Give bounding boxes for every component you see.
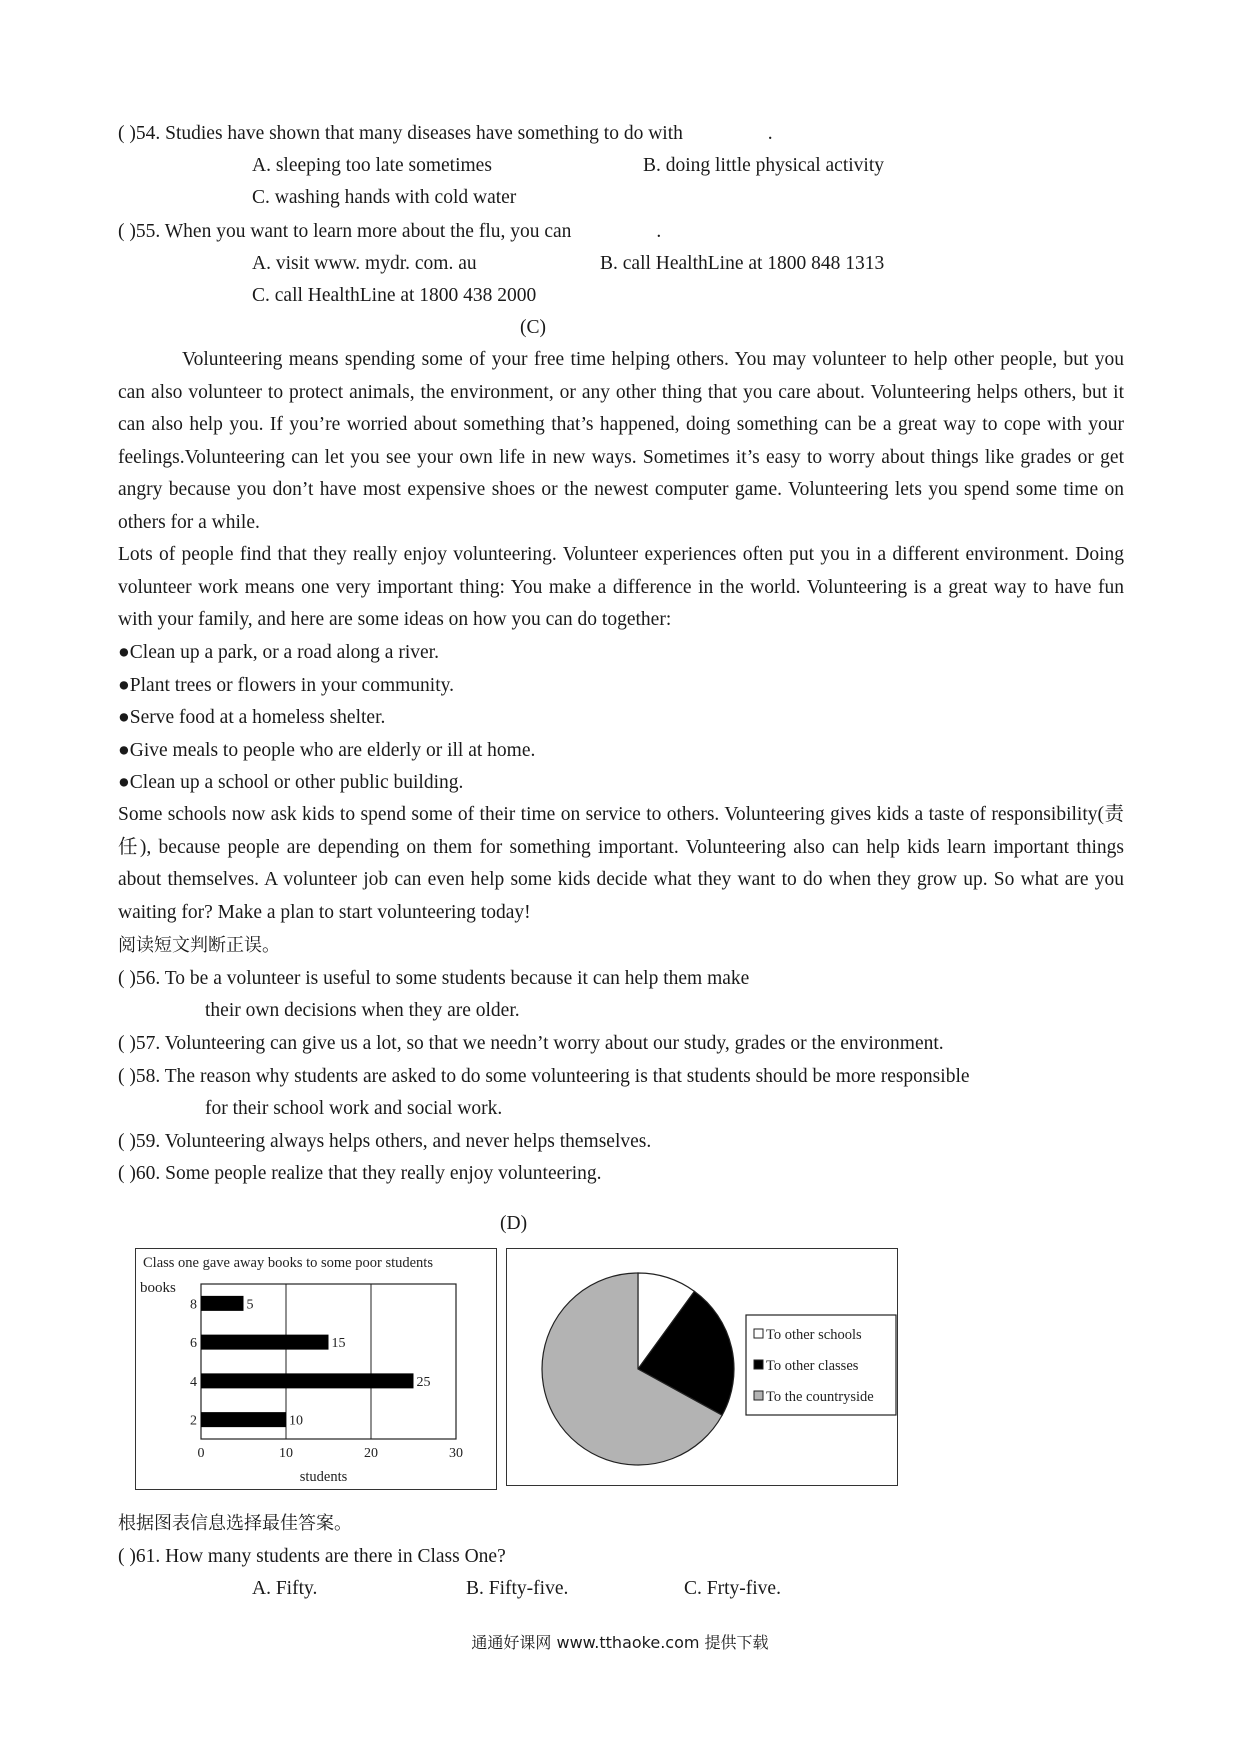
question-54 [118,120,773,148]
question-61-option-a: A. Fifty. [252,1578,318,1599]
passage-c-bullet: ●Give meals to people who are elderly or ill at home. [118,740,536,761]
bar-chart-bar [201,1412,286,1427]
question-54-stem: ( )54. Studies have shown that many diseases have something to do with [118,123,683,144]
passage-c-bullet: ●Clean up a school or other public building. [118,772,464,793]
question-54-option-c: C. washing hands with cold water [252,187,517,208]
question-55-blank-end: . [656,221,662,242]
question-60: ( )60. Some people realize that they really enjoy volunteering. [118,1163,602,1184]
bar-chart-bar [201,1296,244,1311]
footer-source: 通通好课网 www.tthaoke.com 提供下载 [471,1633,769,1652]
bar-chart-y-tick-label: 2 [190,1413,197,1429]
question-59: ( )59. Volunteering always helps others, and never helps themselves. [118,1131,652,1152]
pie-chart-legend-label: To the countryside [766,1389,874,1405]
bar-chart-bar [201,1373,414,1388]
question-61: ( )61. How many students are there in Class One? [118,1546,506,1567]
instruction-true-false: 阅读短文判断正误。 [118,935,280,956]
bar-chart-data-label: 5 [246,1297,254,1313]
bar-chart-box [135,1248,497,1490]
section-d-heading: (D) [500,1213,528,1234]
bar-chart-y-tick-label: 8 [190,1297,197,1313]
bar-chart-x-axis-label: students [299,1469,348,1485]
instruction-choose-best: 根据图表信息选择最佳答案。 [118,1513,352,1534]
question-56-line-2: their own decisions when they are older. [205,1000,520,1021]
question-55-stem: ( )55. When you want to learn more about the flu, you can [118,221,572,242]
pie-chart-legend-swatch [754,1360,763,1369]
question-56-line-1: ( )56. To be a volunteer is useful to some students because it can help them make [118,968,750,989]
pie-chart-legend-swatch [754,1329,763,1338]
question-54-blank-end: . [767,123,773,144]
question-57: ( )57. Volunteering can give us a lot, so that we needn’t worry about our study, grades or the environment. [118,1033,944,1054]
pie-chart-box [506,1248,898,1486]
bar-chart-x-tick-label: 20 [364,1446,378,1461]
pie-chart-legend-label: To other classes [766,1358,859,1374]
bar-chart-title: Class one gave away books to some poor students [143,1255,433,1271]
passage-c-bullet: ●Clean up a park, or a road along a river. [118,642,439,663]
passage-c-bullet: ●Serve food at a homeless shelter. [118,707,386,728]
bar-chart [136,1249,496,1489]
bar-chart-y-axis-label: books [140,1280,176,1296]
question-55-option-a: A. visit www. mydr. com. au [252,253,477,274]
question-58-line-1: ( )58. The reason why students are asked to do some volunteering is that students should be more responsible [118,1066,970,1087]
question-55 [118,218,661,246]
question-61-option-c: C. Frty-five. [684,1578,781,1599]
bar-chart-data-label: 15 [331,1336,346,1352]
question-58-line-2: for their school work and social work. [205,1098,503,1119]
question-54-option-a: A. sleeping too late sometimes [252,155,492,176]
question-61-option-b: B. Fifty-five. [466,1578,569,1599]
bar-chart-x-tick-label: 10 [279,1446,293,1461]
passage-c-paragraph-1: Volunteering means spending some of your free time helping others. You may volunteer to help other people, but you can also volunteer to protect animals, the environment, or any other thing that you care about. Volunteering helps others, but it can also help you. If you’re worried about something that’s happened, doing something can be a great way to cope with your feelings.Volunteering can let you see your own life in new ways. Sometimes it’s easy to worry about things like grades or get angry because you don’t have most expensive shoes or the newest computer game. Volunteering lets you spend some time on others for a while. [118,349,1124,533]
question-55-option-b: B. call HealthLine at 1800 848 1313 [600,253,885,274]
pie-chart-legend-label: To other schools [766,1327,862,1343]
passage-c-paragraph-2: Lots of people find that they really enjoy volunteering. Volunteer experiences often put you in a different environment. Doing volunteer work means one very important thing: You make a difference in the world. Volunteering is a great way to have fun with your family, and here are some ideas on how you can do together: [118,544,1124,630]
section-c-heading: (C) [520,317,546,338]
bar-chart-x-tick-label: 0 [197,1446,205,1461]
passage-c-paragraph-3: Some schools now ask kids to spend some of their time on service to others. Volunteering gives kids a taste of responsibility(责任), because people are depending on them for something important. Volunteering also can help kids learn important things about themselves. A volunteer job can even help some kids decide what they want to do when they grow up. So what are you waiting for? Make a plan to start volunteering today! [118,804,1124,923]
bar-chart-y-tick-label: 4 [190,1374,197,1390]
bar-chart-y-tick-label: 6 [190,1336,197,1352]
question-54-option-b: B. doing little physical activity [643,155,885,176]
bar-chart-x-tick-label: 30 [449,1446,463,1461]
bar-chart-data-label: 10 [289,1413,303,1429]
pie-chart [507,1249,897,1485]
pie-chart-legend-swatch [754,1391,763,1400]
bar-chart-data-label: 25 [416,1374,431,1390]
question-55-option-c: C. call HealthLine at 1800 438 2000 [252,285,537,306]
passage-c-bullet: ●Plant trees or flowers in your community. [118,675,454,696]
bar-chart-bar [201,1335,329,1350]
